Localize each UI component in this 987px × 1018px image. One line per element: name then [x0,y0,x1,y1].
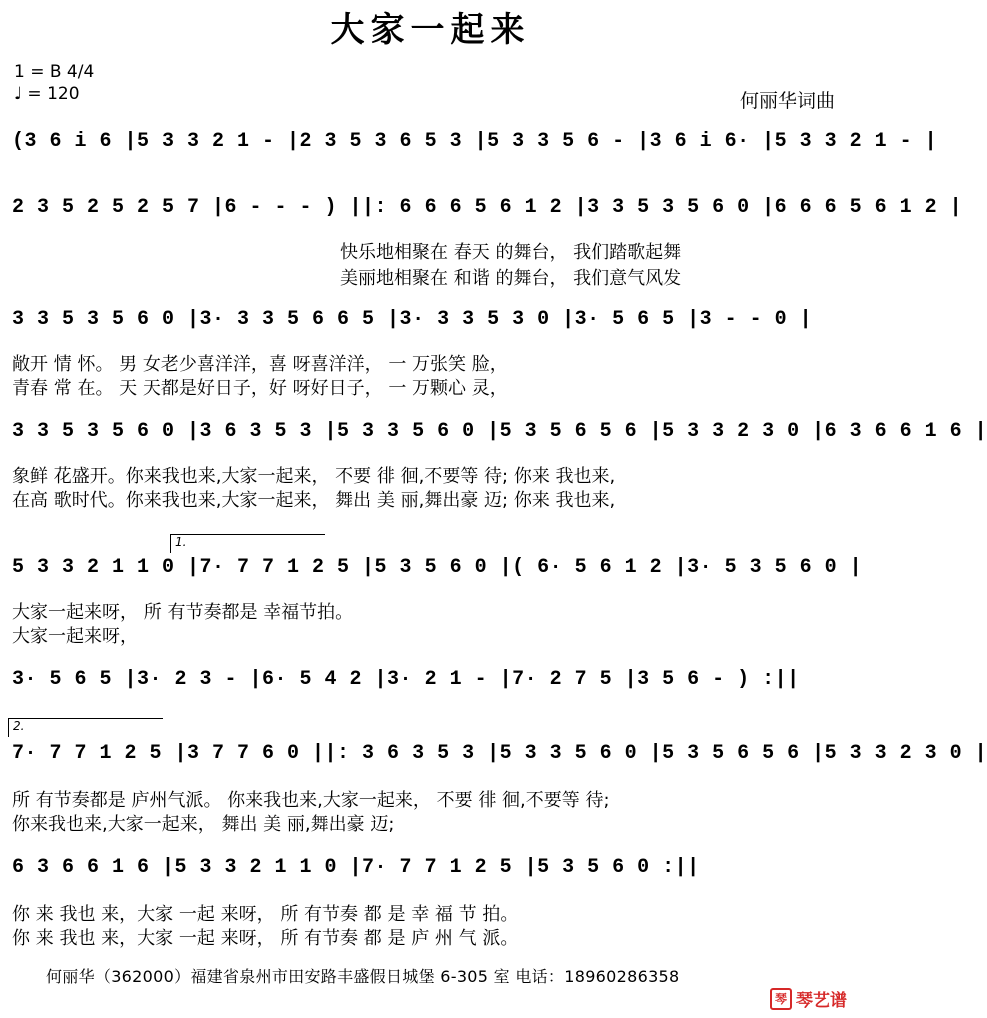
logo-icon: 琴 [770,988,792,1010]
notation-row-7: 7· 7 7 1 2 5 |3 7 7 6 0 ||: 3 6 3 5 3 |5 3 3 5 6 0 |5 3 5 6 5 6 |5 3 3 2 3 0 | [12,742,987,765]
notation-row-8: 6 3 6 6 1 6 |5 3 3 2 1 1 0 |7· 7 7 1 2 5 |5 3 5 6 0 :|| [12,856,700,879]
key-signature: 1 = B 4/4 [14,62,95,82]
first-ending-bracket: 1. [170,534,325,553]
lyric-row-8-verse-2: 你 来 我也 来，大家 一起 来呀， 所 有节奏 都 是 庐 州 气 派。 [12,928,519,949]
notation-row-6: 3· 5 6 5 |3· 2 3 - |6· 5 4 2 |3· 2 1 - |7· 2 7 5 |3 5 6 - ) :|| [12,668,800,691]
lyric-row-4-verse-2: 在高 歌时代。你来我也来,大家一起来， 舞出 美 丽,舞出豪 迈; 你来 我也来, [12,490,616,511]
notation-row-4: 3 3 5 3 5 6 0 |3 6 3 5 3 |5 3 3 5 6 0 |5 3 5 6 5 6 |5 3 3 2 3 0 |6 3 6 6 1 6 | [12,420,987,443]
lyric-row-8-verse-1: 你 来 我也 来，大家 一起 来呀， 所 有节奏 都 是 幸 福 节 拍。 [12,904,519,925]
composer-credit: 何丽华词曲 [739,90,835,112]
lyric-row-3-verse-1: 敞开 情 怀。 男 女老少喜洋洋，喜 呀喜洋洋， 一 万张笑 脸， [12,354,508,375]
notation-row-3: 3 3 5 3 5 6 0 |3· 3 3 5 6 6 5 |3· 3 3 5 3 0 |3· 5 6 5 |3 - - 0 | [12,308,813,331]
lyric-row-7-verse-2: 你来我也来,大家一起来， 舞出 美 丽,舞出豪 迈; [12,814,395,835]
page-title: 大家一起来 [330,10,531,50]
notation-row-1: (3 6 i 6 |5 3 3 2 1 - |2 3 5 3 6 5 3 |5 3 3 5 6 - |3 6 i 6· |5 3 3 2 1 - | [12,130,938,153]
contact-footer: 何丽华（362000）福建省泉州市田安路丰盛假日城堡 6-305 室 电话：18960286358 [46,967,680,986]
notation-row-5: 5 3 3 2 1 1 0 |7· 7 7 1 2 5 |5 3 5 6 0 |( 6· 5 6 1 2 |3· 5 3 5 6 0 | [12,556,863,579]
lyric-row-5-verse-1: 大家一起来呀， 所 有节奏都是 幸福节拍。 [12,602,354,623]
lyric-row-3-verse-2: 青春 常 在。 天 天都是好日子，好 呀好日子， 一 万颗心 灵， [12,378,508,399]
notation-row-2: 2 3 5 2 5 2 5 7 |6 - - - ) ||: 6 6 6 5 6 1 2 |3 3 5 3 5 6 0 |6 6 6 5 6 1 2 | [12,196,963,219]
lyric-row-2-verse-1: 快乐地相聚在 春天 的舞台， 我们踏歌起舞 [340,242,682,263]
lyric-row-2-verse-2: 美丽地相聚在 和谐 的舞台， 我们意气风发 [340,268,682,289]
second-ending-bracket: 2. [8,718,163,737]
logo-text: 琴艺谱 [796,991,847,1011]
tempo-marking: ♩ = 120 [14,84,80,104]
lyric-row-4-verse-1: 象鲜 花盛开。你来我也来,大家一起来， 不要 徘 徊,不要等 待; 你来 我也来, [12,466,616,487]
lyric-row-5-verse-2: 大家一起来呀， [12,626,138,647]
site-logo [770,986,847,1011]
lyric-row-7-verse-1: 所 有节奏都是 庐州气派。 你来我也来,大家一起来， 不要 徘 徊,不要等 待; [12,790,610,811]
